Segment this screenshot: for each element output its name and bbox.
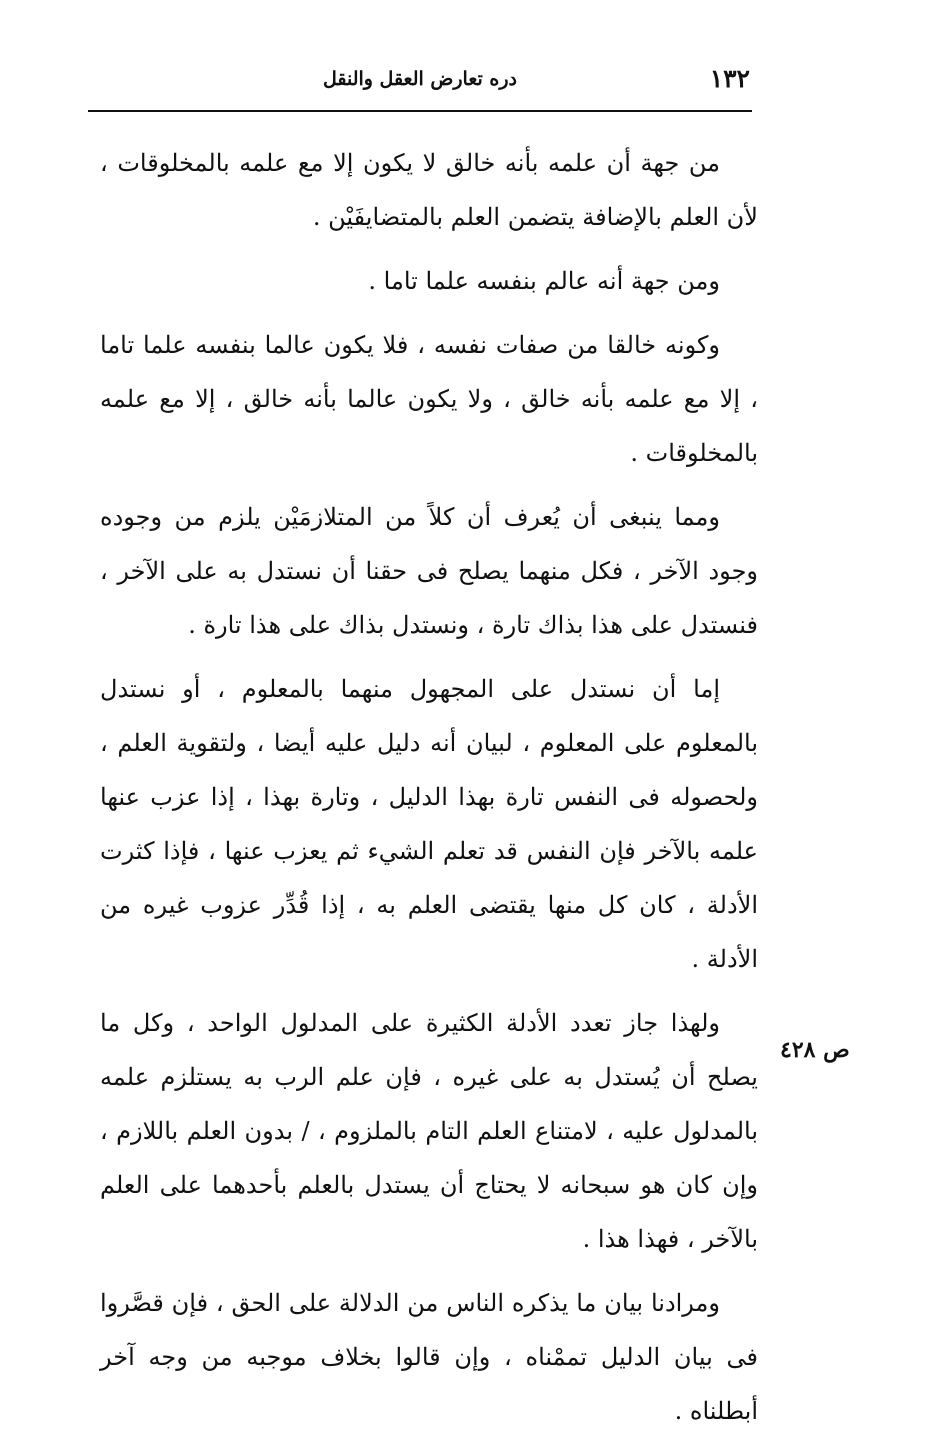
paragraph: ومن جهة أنه عالم بنفسه علما تاما . (368, 267, 720, 295)
paragraph: ومما ينبغى أن يُعرف أن كلاً من المتلازمَيْن يلزم من وجوده وجود الآخر ، فكل منهما يصلح فى حقنا أن نستدل به على الآخر ، فنستدل على هذا بذاك تارة ، ونستدل بذاك على هذا تارة . (100, 503, 758, 639)
page-number: ١٣٢ (709, 64, 750, 93)
page-header (88, 62, 752, 106)
paragraph: إما أن نستدل على المجهول منهما بالمعلوم ، أو نستدل بالمعلوم على المعلوم ، لبيان أنه دليل عليه أيضا ، ولتقوية العلم ، ولحصوله فى النفس تارة بهذا الدليل ، وتارة بهذا ، إذا عزب عنها علمه بالآخر فإن النفس قد تعلم الشيء ثم يعزب عنها ، فإذا كثرت الأدلة ، كان كل منها يقتضى العلم به ، إذا قُدِّر عزوب غيره من الأدلة . (100, 675, 758, 973)
header-rule (88, 110, 752, 112)
running-title: دره تعارض العقل والنقل (322, 68, 518, 90)
paragraph: ولهذا جاز تعدد الأدلة الكثيرة على المدلول الواحد ، وكل ما يصلح أن يُستدل به على غيره ، فإن علم الرب به يستلزم علمه بالمدلول عليه ، لامتناع العلم التام بالملزوم ، / بدون العلم باللازم ، وإن كان هو سبحانه لا يحتاج أن يستدل بالعلم بأحدهما على العلم بالآخر ، فهذا هذا . (100, 1009, 758, 1253)
paragraph: من جهة أن علمه بأنه خالق لا يكون إلا مع علمه بالمخلوقات ، لأن العلم بالإضافة يتضمن العلم بالمتضايفَيْن . (100, 149, 758, 231)
paragraph: وكونه خالقا من صفات نفسه ، فلا يكون عالما بنفسه علما تاما ، إلا مع علمه بأنه خالق ، ولا يكون عالما بأنه خالق ، إلا مع علمه بالمخلوقات . (100, 331, 758, 467)
margin-page-reference: ص ٤٢٨ (780, 1037, 850, 1063)
body-text (100, 136, 758, 1448)
paragraph: ومرادنا بيان ما يذكره الناس من الدلالة على الحق ، فإن قصَّروا فى بيان الدليل تممْناه ، وإن قالوا بخلاف موجبه من وجه آخر أبطلناه . (100, 1289, 758, 1425)
